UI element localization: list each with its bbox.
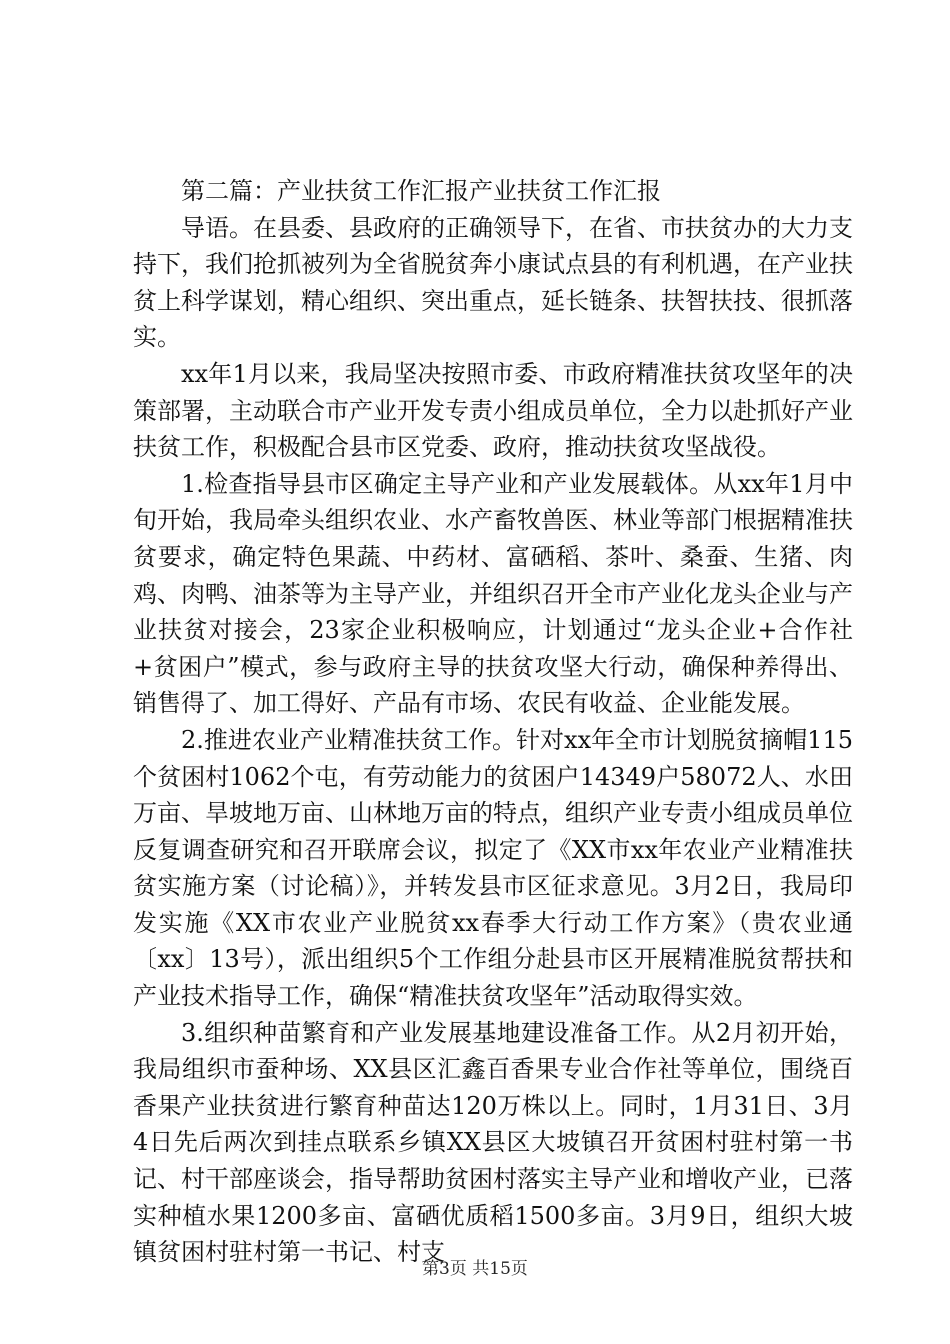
paragraph-item-3: 3.组织种苗繁育和产业发展基地建设准备工作。从2月初开始，我局组织市蚕种场、XX县区汇鑫百香果专业合作社等单位，围绕百香果产业扶贫进行繁育种苗达120万株以上。同时，1月31日、3月4日先后两次到挂点联系乡镇XX县区大坡镇召开贫困村驻村第一书记、村干部座谈会，指导帮助贫困村落实主导产业和增收产业，已落实种植水果1200多亩、富硒优质稻1500多亩。3月9日，组织大坡镇贫困村驻村第一书记、村支 [133,1018,853,1267]
paragraph-item-1: 1.检查指导县市区确定主导产业和产业发展载体。从xx年1月中旬开始，我局牵头组织农业、水产畜牧兽医、林业等部门根据精准扶贫要求，确定特色果蔬、中药材、富硒稻、茶叶、桑蚕、生猪、肉鸡、肉鸭、油茶等为主导产业，并组织召开全市产业化龙头企业与产业扶贫对接会，23家企业积极响应，计划通过“龙头企业+合作社+贫困户”模式，参与政府主导的扶贫攻坚大行动，确保种养得出、销售得了、加工得好、产品有市场、农民有收益、企业能发展。 [133,469,853,718]
document-body [133,173,853,1271]
paragraph-intro: 导语。在县委、县政府的正确领导下，在省、市扶贫办的大力支持下，我们抢抓被列为全省脱贫奔小康试点县的有利机遇，在产业扶贫上科学谋划，精心组织、突出重点，延长链条、扶智扶技、很抓落实。 [133,213,853,352]
document-title: 第二篇：产业扶贫工作汇报产业扶贫工作汇报 [181,177,661,205]
paragraph-item-2: 2.推进农业产业精准扶贫工作。针对xx年全市计划脱贫摘帽115个贫困村1062个屯，有劳动能力的贫困户14349户58072人、水田万亩、旱坡地万亩、山林地万亩的特点，组织产业专责小组成员单位反复调查研究和召开联席会议，拟定了《XX市xx年农业产业精准扶贫实施方案（讨论稿）》，并转发县市区征求意见。3月2日，我局印发实施《XX市农业产业脱贫xx春季大行动工作方案》（贵农业通〔xx〕13号），派出组织5个工作组分赴县市区开展精准脱贫帮扶和产业技术指导工作，确保“精准扶贫攻坚年”活动取得实效。 [133,725,853,1011]
paragraph-overview: xx年1月以来，我局坚决按照市委、市政府精准扶贫攻坚年的决策部署，主动联合市产业开发专责小组成员单位，全力以赴抓好产业扶贫工作，积极配合县市区党委、政府，推动扶贫攻坚战役。 [133,359,853,462]
page-footer: 第3页 共15页 [422,1259,528,1279]
